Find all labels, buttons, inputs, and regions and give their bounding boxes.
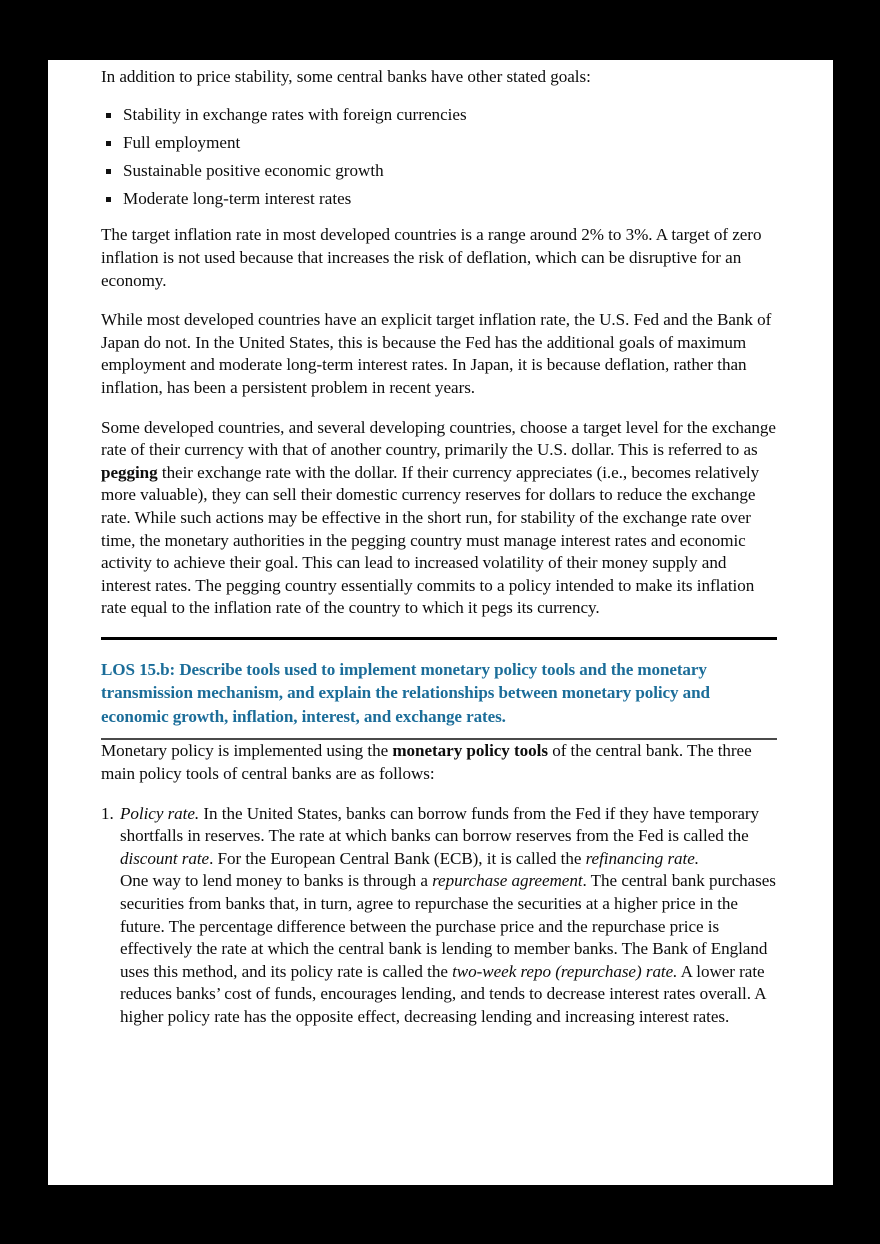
repurchase-agreement-paragraph xyxy=(120,870,780,1028)
policy-rate-paragraph xyxy=(120,803,780,871)
list-item xyxy=(101,803,780,1029)
refinancing-rate-term: refinancing rate. xyxy=(585,848,699,868)
tools-intro-lead: Monetary policy is implemented using the xyxy=(101,741,393,761)
los-divider-top xyxy=(101,637,777,640)
goal-label: Full employment xyxy=(123,132,241,152)
list-item xyxy=(101,104,780,127)
monetary-policy-tools-term: monetary policy tools xyxy=(392,741,548,761)
list-item xyxy=(101,188,780,211)
policy-rate-body-2: . For the European Central Bank (ECB), it is called the xyxy=(209,848,586,868)
policy-rate-body-1: In the United States, banks can borrow funds from the Fed if they have temporary shortfalls in reserves. The rate at which banks can borrow reserves from the Fed is called the xyxy=(120,803,760,846)
tools-intro-tail: of the central bank. The three main policy tools of central banks are as follows: xyxy=(101,741,752,784)
list-item xyxy=(101,160,780,183)
intro-paragraph: In addition to price stability, some central banks have other stated goals: xyxy=(101,67,591,86)
pegging-text-lead: Some developed countries, and several developing countries, choose a target level for the exchange rate of their currency with that of another country, primarily the U.S. dollar. This is referred to as xyxy=(101,417,776,460)
repurchase-agreement-term: repurchase agreement xyxy=(432,871,583,891)
document-page xyxy=(48,60,833,1185)
policy-tools-numbered-list xyxy=(101,803,780,1029)
list-item xyxy=(101,132,780,155)
repo-body-1: One way to lend money to banks is through a xyxy=(120,871,433,891)
explicit-target-paragraph: While most developed countries have an explicit target inflation rate, the U.S. Fed and the Bank of Japan do not. In the United States, this is because the Fed has the additional goals of maximum employment and moderate long-term interest rates. In Japan, it is because deflation, rather than inflation, has been a persistent problem in recent years. xyxy=(101,310,772,398)
goal-label: Sustainable positive economic growth xyxy=(123,160,384,180)
central-bank-goals-list xyxy=(101,104,780,211)
tools-intro-paragraph xyxy=(101,740,780,785)
pegging-term: pegging xyxy=(101,462,158,482)
pegging-paragraph xyxy=(101,417,780,620)
repo-body-3: A lower rate reduces banks’ cost of funds, encourages lending, and tends to decrease interest rates overall. A higher policy rate has the opposite effect, decreasing lending and increasing interest rates. xyxy=(120,961,766,1026)
goal-label: Moderate long-term interest rates xyxy=(123,188,352,208)
repo-body-2: . The central bank purchases securities from banks that, in turn, agree to repurchase the securities at a higher price in the future. The percentage difference between the purchase price and the repurchase price is effectively the rate at which the central bank is lending to member banks. The Bank of England uses this method, and its policy rate is called the xyxy=(120,871,776,981)
pegging-text-tail: their exchange rate with the dollar. If their currency appreciates (i.e., becomes relatively more valuable), they can sell their domestic currency reserves for dollars to reduce the exchange rate. While such actions may be effective in the short run, for stability of the exchange rate over time, the monetary authorities in the pegging country must manage interest rates and economic activity to achieve their goal. This can lead to increased volatility of their money supply and interest rates. The pegging country essentially commits to a policy intended to make its inflation rate equal to the inflation rate of the country to which it pegs its currency. xyxy=(101,462,760,618)
goal-label: Stability in exchange rates with foreign currencies xyxy=(123,104,467,124)
inflation-target-paragraph: The target inflation rate in most developed countries is a range around 2% to 3%. A target of zero inflation is not used because that increases the risk of deflation, which can be disruptive for an economy. xyxy=(101,225,762,290)
discount-rate-term: discount rate xyxy=(120,848,210,868)
page-content xyxy=(101,66,780,1029)
los-heading: LOS 15.b: Describe tools used to implement monetary policy tools and the monetary transmission mechanism, and explain the relationships between monetary policy and economic growth, inflation, interest, and exchange rates. xyxy=(101,659,710,726)
policy-rate-term: Policy rate. xyxy=(120,803,200,823)
two-week-repo-rate-term: two-week repo (repurchase) rate. xyxy=(452,961,678,981)
